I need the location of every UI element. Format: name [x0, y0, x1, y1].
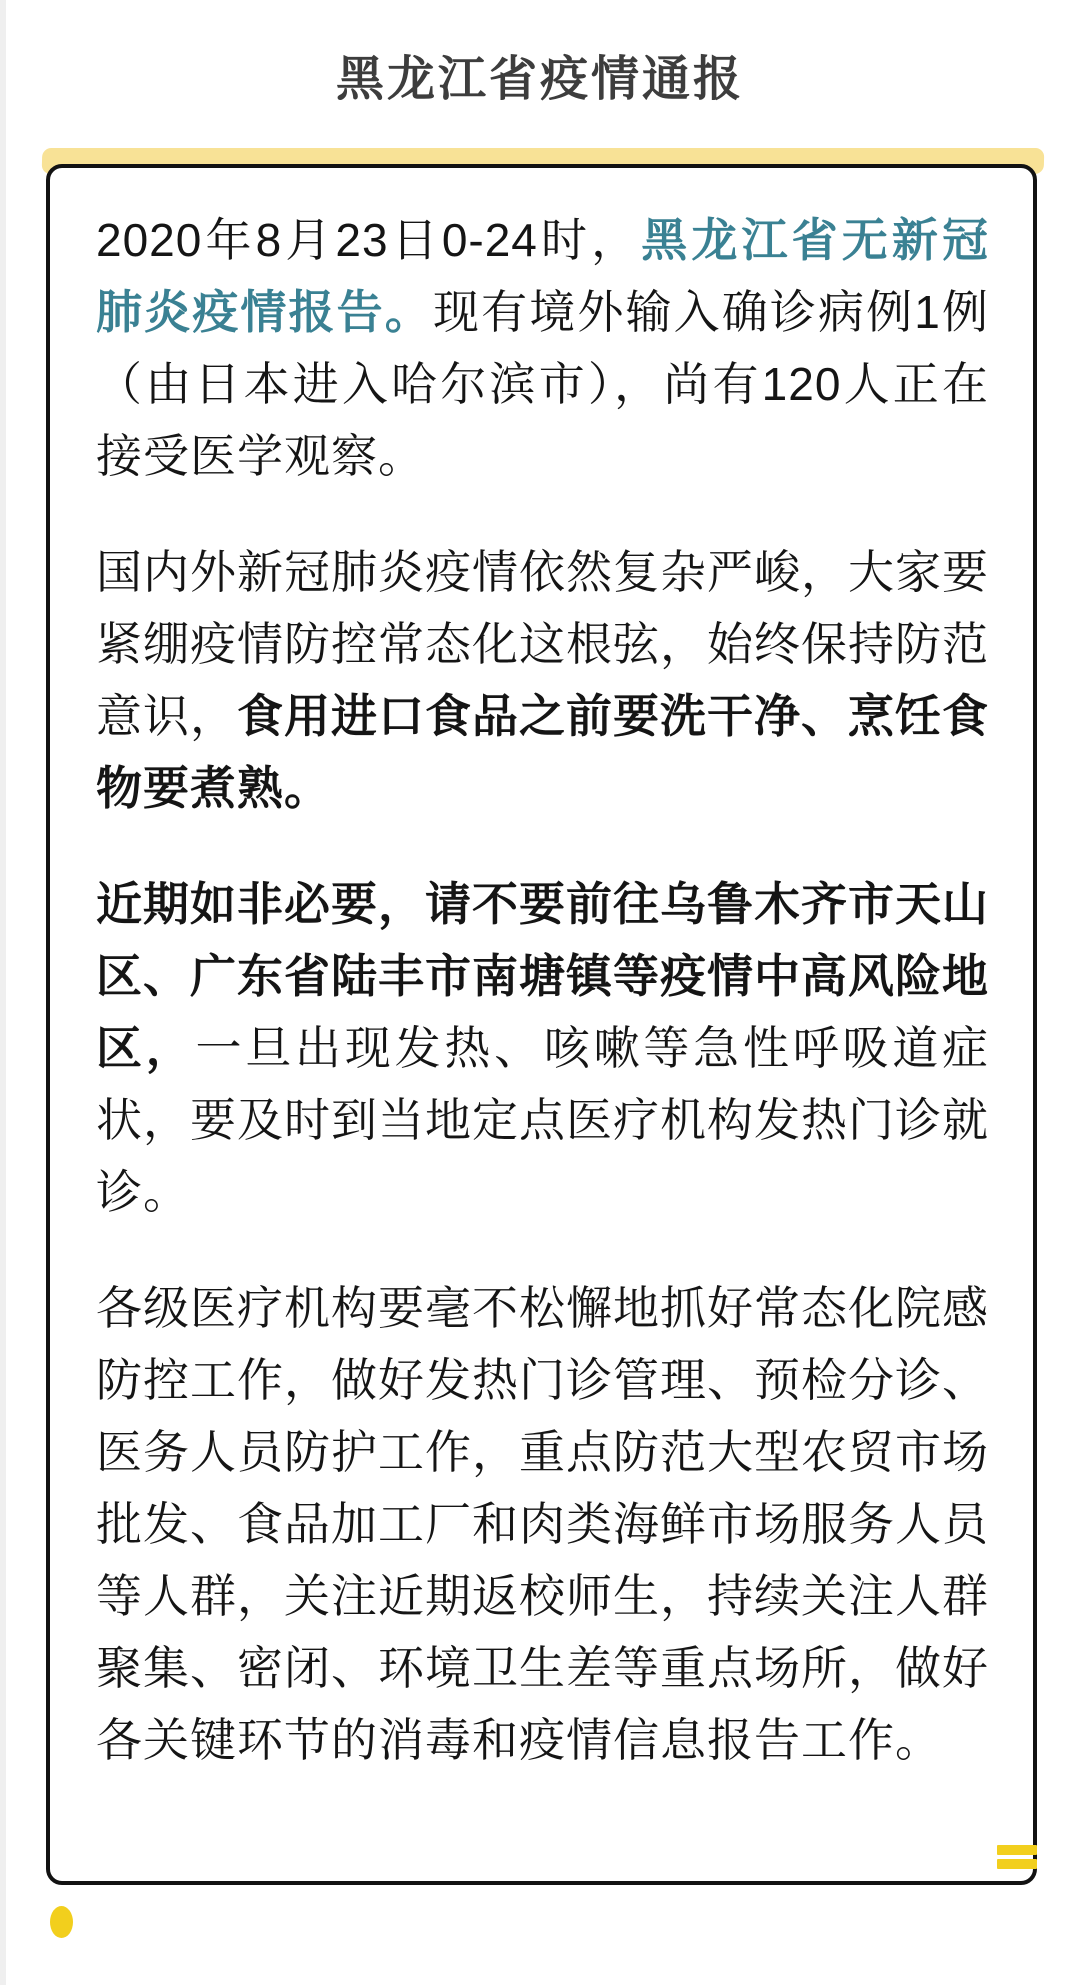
- equals-bar-bottom: [997, 1859, 1037, 1869]
- paragraph: [96, 868, 989, 1228]
- text-segment: 现有境外输入确诊病例1例（由日本进入哈尔滨市），尚有120人正在接受医学观察。: [96, 286, 989, 482]
- paragraph: [96, 204, 989, 492]
- text-segment: 各级医疗机构要毫不松懈地抓好常态化院感防控工作，做好发热门诊管理、预检分诊、医务人员防护工作，重点防范大型农贸市场批发、食品加工厂和肉类海鲜市场服务人员等人群，关注近期返校师生，持续关注人群聚集、密闭、环境卫生差等重点场所，做好各关键环节的消毒和疫情信息报告工作。: [96, 1282, 989, 1766]
- notice-body: [50, 168, 1033, 1776]
- text-segment: 国内外新冠肺炎疫情依然复杂严峻，大家要紧绷疫情防控常态化这根弦，始终保持防范意识，: [96, 546, 989, 742]
- equals-icon: [997, 1845, 1037, 1869]
- equals-bar-top: [997, 1845, 1037, 1855]
- paragraph: [96, 1272, 989, 1776]
- notice-card: [46, 164, 1037, 1885]
- text-segment: 食用进口食品之前要洗干净、烹饪食物要煮熟。: [96, 690, 989, 814]
- text-segment: 2020年8月23日0-24时，: [96, 214, 642, 266]
- page-title: 黑龙江省疫情通报: [335, 53, 744, 106]
- text-segment: 黑龙江省无新冠肺炎疫情报告。: [96, 214, 990, 338]
- text-segment: 一旦出现发热、咳嗽等急性呼吸道症状，要及时到当地定点医疗机构发热门诊就诊。: [96, 1022, 990, 1218]
- text-segment: 近期如非必要，请不要前往乌鲁木齐市天山区、广东省陆丰市南塘镇等疫情中高风险地区，: [96, 878, 989, 1074]
- paragraph: [96, 536, 989, 824]
- page-left-edge: [0, 0, 6, 1985]
- dot-icon: [50, 1906, 73, 1938]
